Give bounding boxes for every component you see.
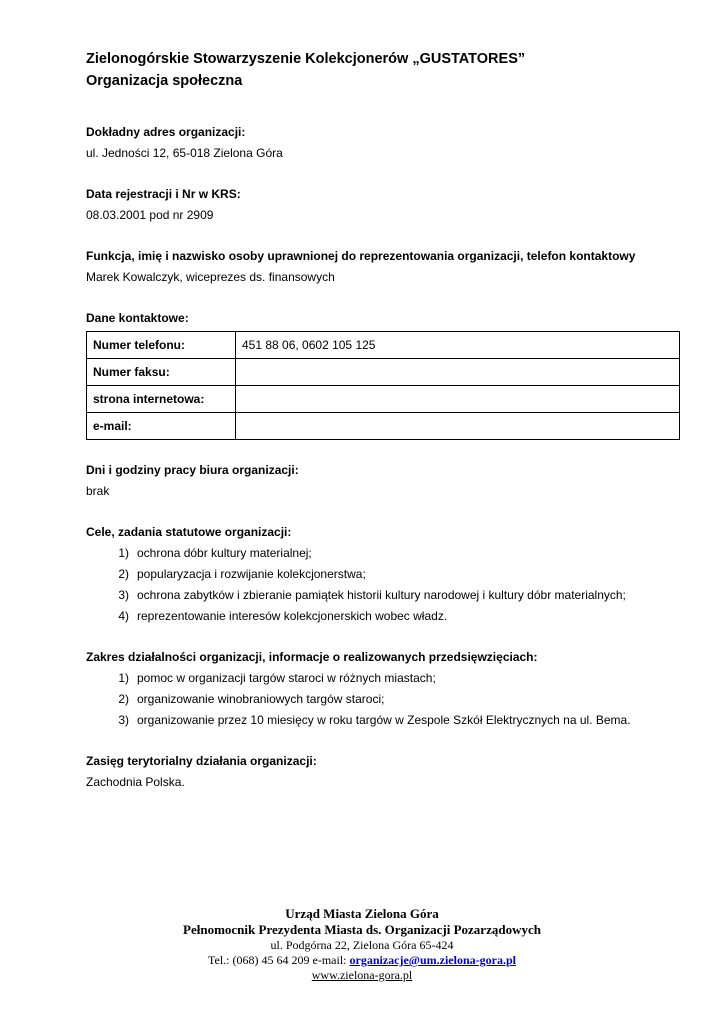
activities-label: Zakres działalności organizacji, informacje o realizowanych przedsięwzięciach: xyxy=(86,650,538,664)
list-text: organizowanie winobraniowych targów staroci; xyxy=(137,692,385,706)
list-item xyxy=(86,668,680,689)
address-section xyxy=(86,122,680,164)
organization-subtitle: Organizacja społeczna xyxy=(86,73,243,89)
list-number: 1) xyxy=(118,671,129,685)
organization-title: Zielonogórskie Stowarzyszenie Kolekcjonerów „GUSTATORES” xyxy=(86,51,526,67)
registration-value: 08.03.2001 pod nr 2909 xyxy=(86,208,214,222)
fax-value xyxy=(236,359,680,386)
website-key: strona internetowa: xyxy=(87,386,236,413)
page-footer xyxy=(0,906,724,983)
table-row xyxy=(87,332,680,359)
representative-section xyxy=(86,246,680,288)
footer-office-role: Pełnomocnik Prezydenta Miasta ds. Organizacji Pozarządowych xyxy=(183,922,541,937)
contact-section xyxy=(86,308,680,440)
list-number: 3) xyxy=(118,588,129,602)
goals-list xyxy=(86,543,680,627)
territory-section xyxy=(86,751,680,793)
footer-email-link[interactable]: organizacje@um.zielona-gora.pl xyxy=(349,953,516,967)
goals-label: Cele, zadania statutowe organizacji: xyxy=(86,525,292,539)
list-text: popularyzacja i rozwijanie kolekcjonerstwa; xyxy=(137,567,366,581)
table-row xyxy=(87,386,680,413)
office-hours-section xyxy=(86,460,680,502)
address-label: Dokładny adres organizacji: xyxy=(86,125,246,139)
list-number: 2) xyxy=(118,692,129,706)
document-page xyxy=(86,48,680,813)
office-hours-label: Dni i godziny pracy biura organizacji: xyxy=(86,463,299,477)
list-item xyxy=(86,689,680,710)
territory-label: Zasięg terytorialny działania organizacji: xyxy=(86,754,317,768)
list-text: ochrona zabytków i zbieranie pamiątek historii kultury narodowej i kultury dóbr materialnych; xyxy=(137,588,626,602)
goals-section xyxy=(86,522,680,627)
list-number: 4) xyxy=(118,609,129,623)
table-row xyxy=(87,413,680,440)
email-value xyxy=(236,413,680,440)
table-row xyxy=(87,359,680,386)
representative-label: Funkcja, imię i nazwisko osoby uprawnionej do reprezentowania organizacji, telefon kontaktowy xyxy=(86,249,636,263)
list-number: 3) xyxy=(118,713,129,727)
office-hours-value: brak xyxy=(86,484,110,498)
footer-website-link[interactable]: www.zielona-gora.pl xyxy=(311,968,413,982)
list-item xyxy=(86,606,680,627)
footer-address: ul. Podgórna 22, Zielona Góra 65-424 xyxy=(270,938,454,952)
footer-contact-line xyxy=(0,953,724,968)
activities-list xyxy=(86,668,680,731)
list-number: 2) xyxy=(118,567,129,581)
list-text: ochrona dóbr kultury materialnej; xyxy=(137,546,312,560)
list-text: reprezentowanie interesów kolekcjonerskich wobec władz. xyxy=(137,609,448,623)
list-item xyxy=(86,710,680,731)
phone-value: 451 88 06, 0602 105 125 xyxy=(236,332,680,359)
list-text: pomoc w organizacji targów staroci w różnych miastach; xyxy=(137,671,436,685)
list-item xyxy=(86,543,680,564)
activities-section xyxy=(86,647,680,731)
list-text: organizowanie przez 10 miesięcy w roku targów w Zespole Szkół Elektrycznych na ul. Bema. xyxy=(137,713,631,727)
list-number: 1) xyxy=(118,546,129,560)
footer-website-line xyxy=(0,968,724,983)
list-item xyxy=(86,585,680,606)
fax-key: Numer faksu: xyxy=(87,359,236,386)
email-key: e-mail: xyxy=(87,413,236,440)
phone-key: Numer telefonu: xyxy=(87,332,236,359)
registration-label: Data rejestracji i Nr w KRS: xyxy=(86,187,241,201)
list-item xyxy=(86,564,680,585)
territory-value: Zachodnia Polska. xyxy=(86,775,185,789)
website-value xyxy=(236,386,680,413)
registration-section xyxy=(86,184,680,226)
contact-table xyxy=(86,331,680,440)
contact-label: Dane kontaktowe: xyxy=(86,311,189,325)
representative-value: Marek Kowalczyk, wiceprezes ds. finansowych xyxy=(86,270,335,284)
address-value: ul. Jedności 12, 65-018 Zielona Góra xyxy=(86,146,283,160)
footer-office-name: Urząd Miasta Zielona Góra xyxy=(285,906,439,921)
footer-phone: Tel.: (068) 45 64 209 e-mail: xyxy=(208,953,350,967)
